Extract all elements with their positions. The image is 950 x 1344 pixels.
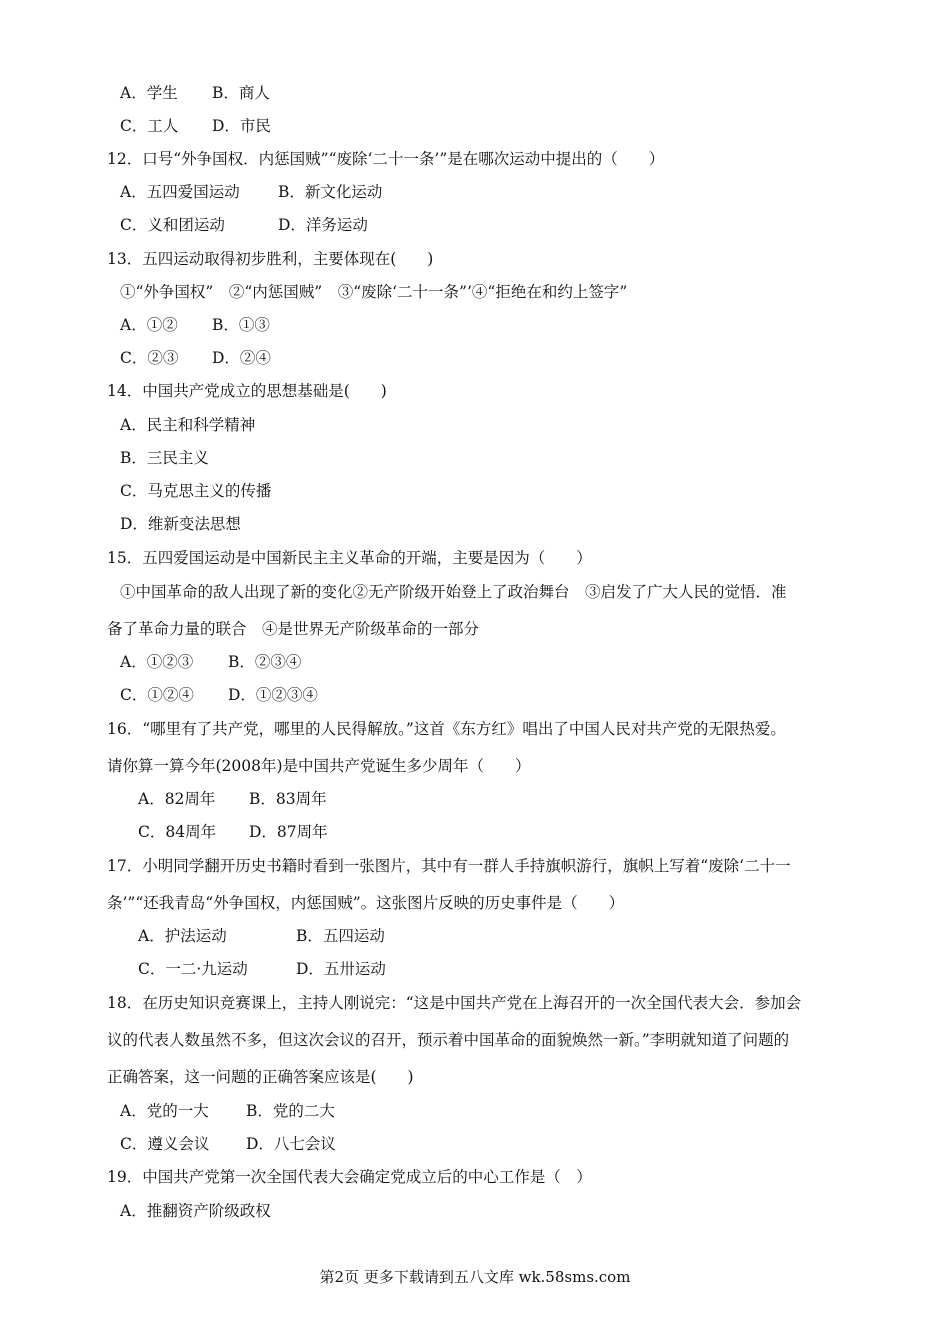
text-line: 正确答案，这一问题的正确答案应该是( ) <box>107 1068 414 1086</box>
option-line <box>138 821 328 843</box>
text-line: C．马克思主义的传播 <box>120 482 272 500</box>
answer-option: D．八七会议 <box>246 1135 336 1153</box>
answer-option: D．②④ <box>212 349 271 367</box>
option-line <box>120 1100 335 1122</box>
text-line: 请你算一算今年(2008年)是中国共产党诞生多少周年（ ） <box>107 757 531 775</box>
text-line: 16．“哪里有了共产党，哪里的人民得解放。”这首《东方红》唱出了中国人民对共产党的无限热爱。 <box>107 720 786 738</box>
answer-option: B．①③ <box>212 316 270 334</box>
text-line: 13．五四运动取得初步胜利，主要体现在( ) <box>107 250 434 268</box>
option-line <box>120 314 270 336</box>
answer-option: C．遵义会议 <box>120 1135 210 1153</box>
answer-option: C．84周年 <box>138 823 217 841</box>
answer-option: B．五四运动 <box>296 927 385 945</box>
answer-option: B．商人 <box>212 84 270 102</box>
option-line <box>138 925 385 947</box>
text-line: 议的代表人数虽然不多，但这次会议的召开，预示着中国革命的面貌焕然一新。”李明就知道了问题的 <box>107 1031 790 1049</box>
answer-option: B．党的二大 <box>246 1102 335 1120</box>
text-line: 17．小明同学翻开历史书籍时看到一张图片，其中有一群人手持旗帜游行，旗帜上写着“废除‘二十一 <box>107 857 791 875</box>
answer-option: A．82周年 <box>138 790 216 808</box>
text-line: 19．中国共产党第一次全国代表大会确定党成立后的中心工作是（ ） <box>107 1168 592 1186</box>
text-line: 12．口号“外争国权．内惩国贼”“废除‘二十一条’”是在哪次运动中提出的（ ） <box>107 150 665 168</box>
answer-option: C．①②④ <box>120 686 194 704</box>
text-line: 条’”“还我青岛“外争国权，内惩国贼”。这张图片反映的历史事件是（ ） <box>107 894 625 912</box>
option-line <box>120 651 301 673</box>
answer-option: A．护法运动 <box>138 927 227 945</box>
answer-option: C．工人 <box>120 117 179 135</box>
text-line: 18．在历史知识竞赛课上，主持人刚说完：“这是中国共产党在上海召开的一次全国代表大会．参加会 <box>107 994 802 1012</box>
text-line: 备了革命力量的联合 ④是世界无产阶级革命的一部分 <box>107 620 480 638</box>
answer-option: A．五四爱国运动 <box>120 183 240 201</box>
option-line <box>120 181 382 203</box>
answer-option: D．市民 <box>212 117 271 135</box>
text-line: D．维新变法思想 <box>120 515 241 533</box>
answer-option: B．83周年 <box>249 790 327 808</box>
answer-option: C．②③ <box>120 349 179 367</box>
answer-option: B．新文化运动 <box>278 183 383 201</box>
answer-option: B．②③④ <box>228 653 302 671</box>
answer-option: A．①② <box>120 316 178 334</box>
option-line <box>120 684 318 706</box>
option-line <box>120 214 368 236</box>
text-line: A．推翻资产阶级政权 <box>120 1202 271 1220</box>
answer-option: C．义和团运动 <box>120 216 225 234</box>
answer-option: D．五卅运动 <box>296 960 386 978</box>
answer-option: D．洋务运动 <box>278 216 368 234</box>
option-line <box>120 82 270 104</box>
text-line: ①中国革命的敌人出现了新的变化②无产阶级开始登上了政治舞台 ③启发了广大人民的觉悟．准 <box>120 583 787 601</box>
page-footer: 第2页 更多下载请到五八文库 wk.58sms.com <box>319 1268 631 1286</box>
option-line <box>138 958 386 980</box>
answer-option: C．一二·九运动 <box>138 960 248 978</box>
option-line <box>120 1133 336 1155</box>
answer-option: A．党的一大 <box>120 1102 209 1120</box>
text-line: 15．五四爱国运动是中国新民主主义革命的开端，主要是因为（ ） <box>107 549 592 567</box>
option-line <box>120 347 271 369</box>
text-line: B．三民主义 <box>120 449 209 467</box>
option-line <box>120 115 271 137</box>
text-line: ①“外争国权” ②“内惩国贼” ③“废除‘二十一条”’④“拒绝在和约上签字” <box>120 283 628 301</box>
answer-option: D．①②③④ <box>228 686 318 704</box>
text-line: 14．中国共产党成立的思想基础是( ) <box>107 382 387 400</box>
option-line <box>138 788 327 810</box>
answer-option: A．学生 <box>120 84 178 102</box>
text-line: A．民主和科学精神 <box>120 416 256 434</box>
answer-option: D．87周年 <box>249 823 328 841</box>
answer-option: A．①②③ <box>120 653 194 671</box>
